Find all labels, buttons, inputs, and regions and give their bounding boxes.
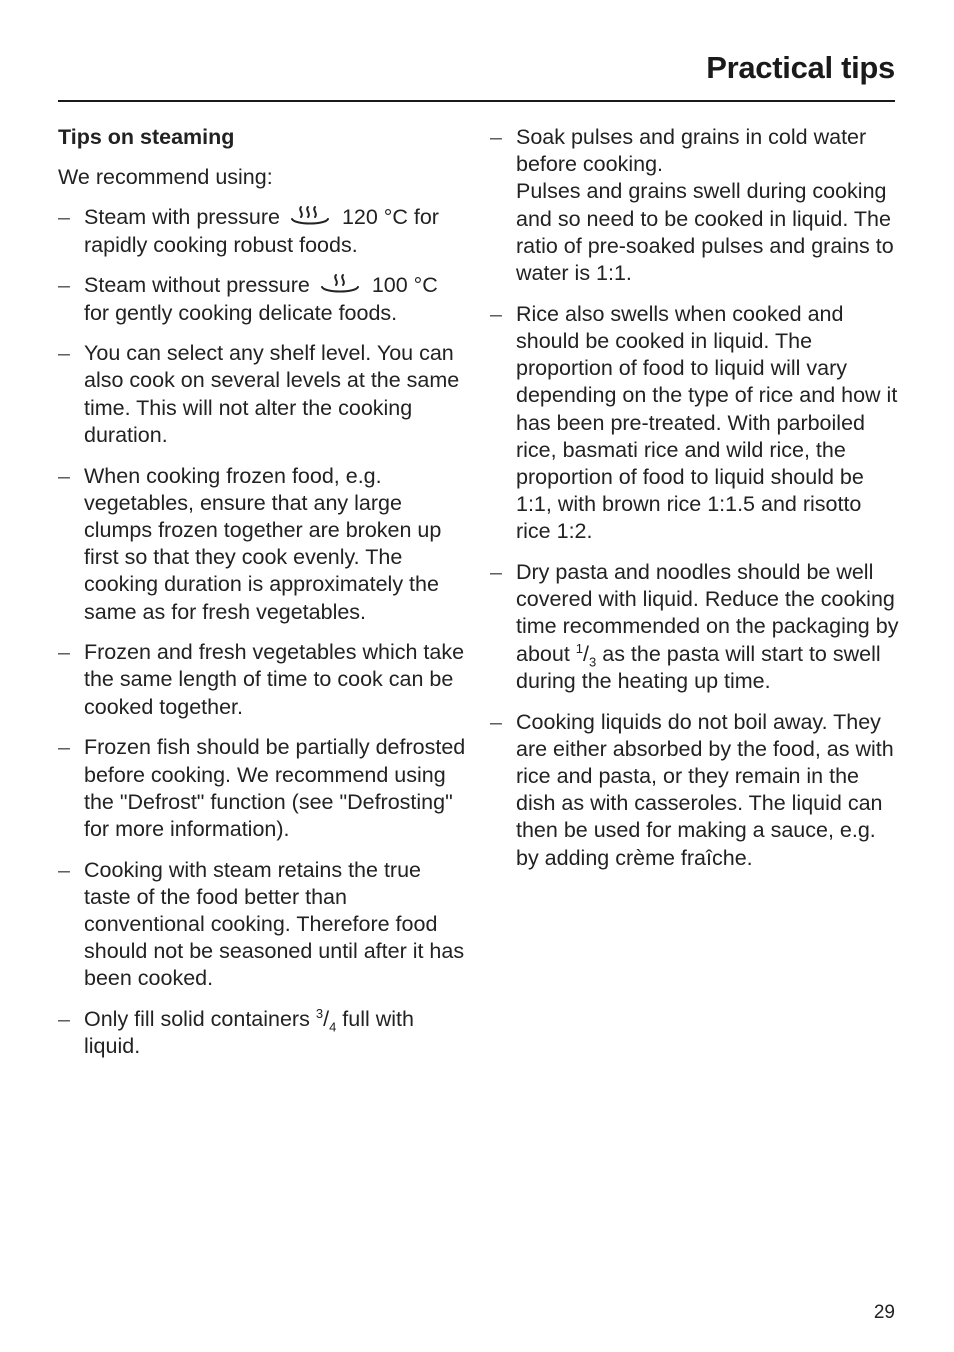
list-item (58, 1006, 468, 1060)
list-item-text: Rice also swells when cooked and should be cooked in liquid. The proportion of food to liquid will vary depending on the type of rice and how it has been pre-treated. With parboiled rice, basmati rice and wild rice, the proportion of food to liquid should be 1:1, with brown rice 1:1.5 and risotto rice 1:2. (516, 301, 898, 544)
list-item (58, 463, 468, 626)
list-item-text: Pulses and grains swell during cooking and so need to be cooked in liquid. The ratio of pre-soaked pulses and grains to water is 1:1. (516, 179, 894, 286)
page-number: 29 (873, 1302, 895, 1323)
list-item-text: Only fill solid containers (84, 1007, 310, 1032)
fraction: $^1/_3$ (575, 640, 597, 669)
header-divider (58, 100, 895, 102)
fraction: $^3/_4$ (315, 1006, 337, 1035)
list-item-text: Frozen and fresh vegetables which take the same length of time to cook can be cooked together. (84, 640, 465, 719)
list-item-text: 120 °C for rapidly cooking robust foods. (84, 205, 439, 257)
list-item-text: full with liquid. (84, 1007, 414, 1059)
left-column (58, 124, 468, 1074)
steam-without-pressure-icon (320, 272, 362, 296)
intro-text: We recommend using: (58, 165, 273, 190)
list-item-text: Steam with pressure (84, 205, 280, 230)
list-item (58, 204, 468, 258)
list-item (58, 340, 468, 449)
fraction-numerator: 3 (315, 1006, 324, 1022)
list-item (490, 301, 900, 546)
list-item-text: Dry pasta and noodles should be well covered with liquid. Reduce the cooking time recommended on the packaging by about (516, 560, 899, 666)
right-column (490, 124, 900, 885)
tips-list-right (490, 124, 900, 872)
fraction-denominator: 4 (329, 1019, 337, 1035)
list-item-text: Frozen fish should be partially defrosted before cooking. We recommend using the "Defrost" function (see "Defrosting" for more information). (84, 735, 466, 841)
list-item (490, 709, 900, 872)
list-item (58, 639, 468, 721)
list-item-text: Steam without pressure (84, 273, 310, 298)
fraction-numerator: 1 (575, 640, 584, 656)
list-item-text: as the pasta will start to swell during the heating up time. (516, 641, 881, 693)
list-item-text: You can select any shelf level. You can also cook on several levels at the same time. This will not alter the cooking duration. (84, 341, 460, 447)
list-item (58, 734, 468, 843)
list-item-text: 100 °C for gently cooking delicate foods. (84, 273, 438, 325)
page-title: Practical tips (706, 50, 895, 85)
list-item-text: – Soak pulses and grains in cold water before cooking. (516, 125, 867, 177)
list-item-text: When cooking frozen food, e.g. vegetables, ensure that any large clumps frozen together are broken up first so that they cook evenly. The cooking duration is approximately the same as for fresh vegetables. (84, 463, 442, 624)
steam-with-pressure-icon (290, 204, 332, 228)
section-heading: Tips on steaming (58, 125, 235, 149)
list-item-text: Cooking liquids do not boil away. They are either absorbed by the food, as with rice and pasta, or they remain in the dish as with casseroles. The liquid can then be used for making a sauce, e.g. by adding crème fraîche. (516, 709, 894, 870)
list-item (490, 124, 900, 287)
list-item (58, 272, 468, 326)
list-item (58, 857, 468, 993)
tips-list-left (58, 204, 468, 1060)
list-item-text: Cooking with steam retains the true taste of the food better than conventional cooking. Therefore food should not be seasoned until after it has been cooked. (84, 857, 465, 991)
fraction-denominator: 3 (589, 653, 597, 669)
list-item (490, 559, 900, 695)
